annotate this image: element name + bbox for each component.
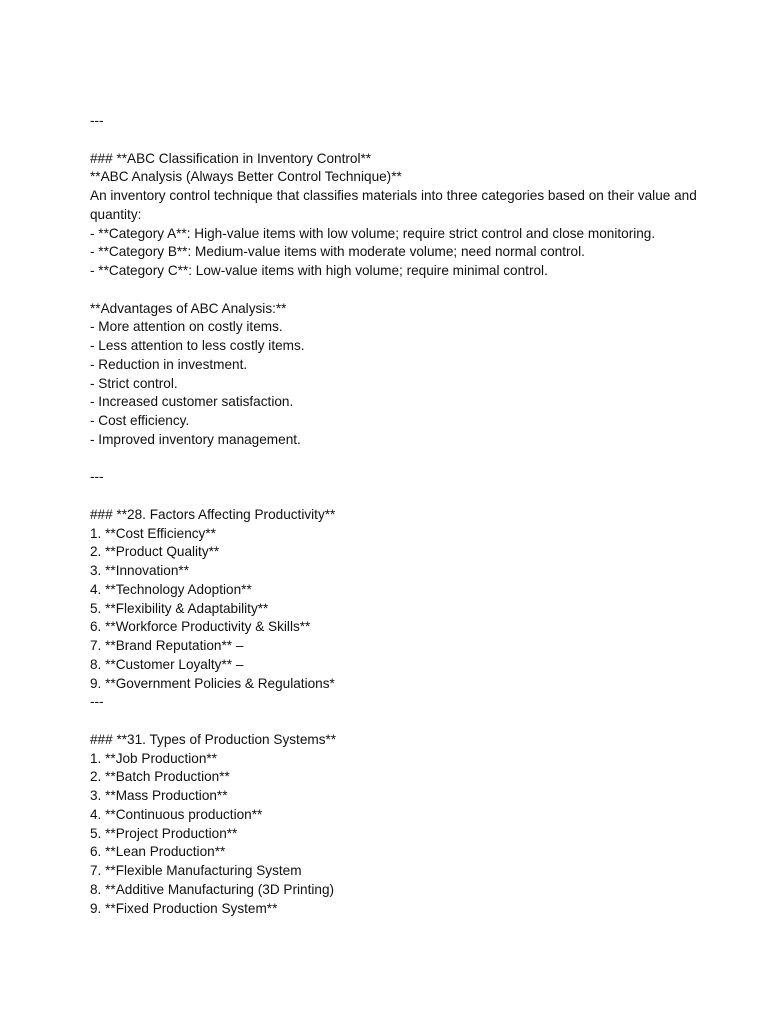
list-item: 6. **Lean Production**	[90, 844, 226, 860]
list-item: 9. **Fixed Production System**	[90, 900, 278, 916]
list-item: 6. **Workforce Productivity & Skills**	[90, 619, 311, 635]
section-heading-production-systems: ### **31. Types of Production Systems**	[90, 731, 337, 747]
separator: ---	[90, 469, 104, 485]
list-item: 2. **Product Quality**	[90, 544, 220, 560]
list-item: 3. **Mass Production**	[90, 788, 228, 803]
list-item-category-b: - **Category B**: Medium-value items with moderate volume; need normal control.	[90, 244, 585, 260]
list-item: 2. **Batch Production**	[90, 769, 230, 785]
list-item: - Reduction in investment.	[90, 356, 248, 372]
list-item-category-a: - **Category A**: High-value items with low volume; require strict control and close monitoring.	[90, 225, 656, 241]
list-item: 1. **Cost Efficiency**	[90, 525, 216, 541]
advantages-heading: **Advantages of ABC Analysis:**	[90, 300, 287, 316]
list-item: 8. **Customer Loyalty** –	[90, 656, 244, 672]
section-subheading-abc: **ABC Analysis (Always Better Control Technique)**	[90, 169, 402, 185]
list-item-category-c: - **Category C**: Low-value items with high volume; require minimal control.	[90, 263, 548, 278]
blank-line	[90, 450, 710, 469]
document-body	[90, 112, 710, 918]
list-item: 4. **Continuous production**	[90, 806, 263, 822]
list-item: 7. **Brand Reputation** –	[90, 638, 244, 653]
list-item: - More attention on costly items.	[90, 319, 283, 335]
list-item: 7. **Flexible Manufacturing System	[90, 863, 302, 878]
blank-line	[90, 712, 710, 731]
section-heading-productivity: ### **28. Factors Affecting Productivity**	[90, 506, 336, 522]
blank-line	[90, 487, 710, 506]
list-item: 8. **Additive Manufacturing (3D Printing)	[90, 881, 335, 897]
list-item: 9. **Government Policies & Regulations*	[90, 675, 335, 691]
list-item: 4. **Technology Adoption**	[90, 581, 252, 597]
list-item: 5. **Project Production**	[90, 825, 238, 841]
list-item: 1. **Job Production**	[90, 750, 217, 766]
list-item: 5. **Flexibility & Adaptability**	[90, 600, 269, 616]
list-item: - Cost efficiency.	[90, 413, 190, 428]
blank-line	[90, 131, 710, 150]
list-item: - Strict control.	[90, 375, 178, 391]
list-item: 3. **Innovation**	[90, 563, 190, 578]
list-item: - Less attention to less costly items.	[90, 338, 305, 353]
list-item: - Increased customer satisfaction.	[90, 394, 294, 410]
separator: ---	[90, 694, 104, 710]
separator: ---	[90, 113, 104, 128]
list-item: - Improved inventory management.	[90, 431, 301, 447]
section-heading-abc: ### **ABC Classification in Inventory Control**	[90, 150, 372, 166]
paragraph-intro: An inventory control technique that classifies materials into three categories based on their value and quantity:	[90, 188, 697, 222]
blank-line	[90, 281, 710, 300]
